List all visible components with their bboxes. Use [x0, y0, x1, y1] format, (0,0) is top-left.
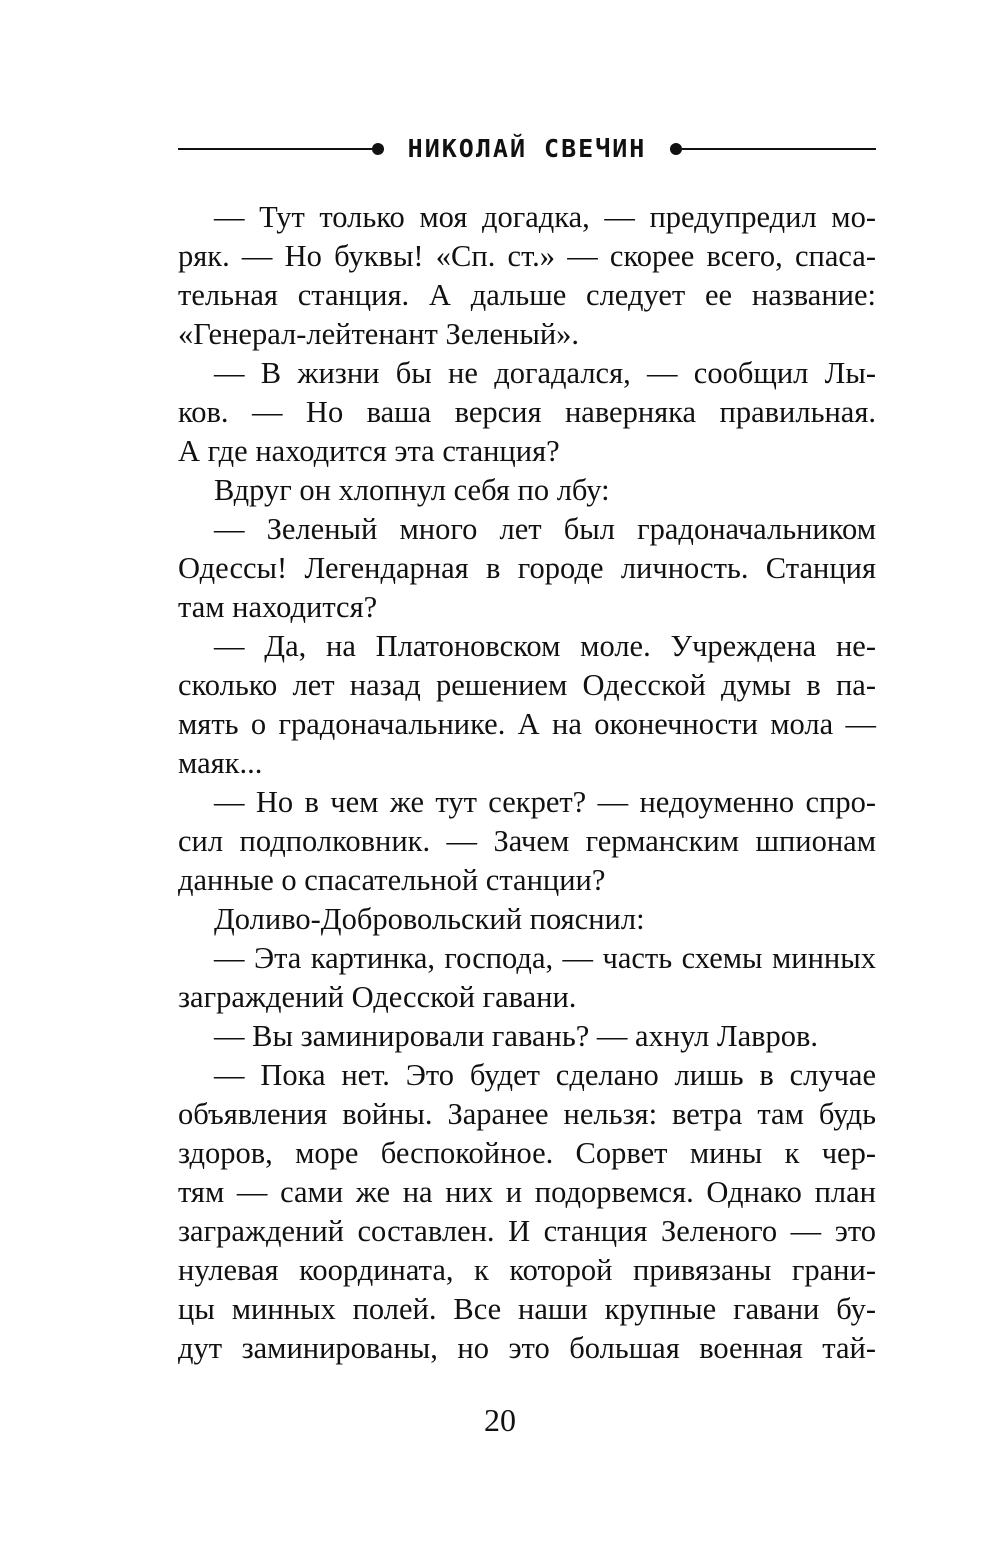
text-line: здоров, море беспокойное. Сорвет мины к чер- — [178, 1136, 876, 1170]
text-line: — Зеленый много лет был градоначальником — [214, 512, 876, 546]
text-line: Доливо-Добровольский пояснил: — [214, 902, 645, 936]
text-line: ряк. — Но буквы! «Сп. ст.» — скорее всего, спаса- — [178, 239, 876, 273]
text-line: — Тут только моя догадка, — предупредил мо- — [214, 200, 876, 234]
text-line: там находится? — [178, 590, 378, 624]
text-line: объявления войны. Заранее нельзя: ветра там будь — [178, 1097, 876, 1131]
text-line: Одессы! Легендарная в городе личность. Станция — [178, 551, 876, 585]
header-rule-right — [682, 148, 876, 150]
header-dot-left-icon — [372, 143, 384, 155]
text-line: — Пока нет. Это будет сделано лишь в случае — [214, 1058, 876, 1092]
text-line: маяк... — [178, 746, 263, 780]
text-line: — Вы заминировали гавань? — ахнул Лавров. — [214, 1019, 819, 1053]
text-line: А где находится эта станция? — [178, 434, 560, 468]
text-line: мять о градоначальнике. А на оконечности мола — — [178, 707, 876, 741]
text-line: сил подполковник. — Зачем германским шпионам — [178, 824, 876, 858]
header-dot-right-icon — [670, 143, 682, 155]
text-line: тельная станция. А дальше следует ее название: — [178, 278, 876, 312]
text-line: сколько лет назад решением Одесской думы в па- — [178, 668, 876, 702]
text-line: данные о спасательной станции? — [178, 863, 606, 897]
page-number: 20 — [484, 1402, 516, 1438]
text-line: дут заминированы, но это большая военная тай- — [178, 1331, 876, 1365]
text-line: — Эта картинка, господа, — часть схемы минных — [214, 941, 876, 975]
running-header — [178, 134, 876, 164]
header-rule-left — [178, 148, 372, 150]
text-line: цы минных полей. Все наши крупные гавани бу- — [178, 1292, 876, 1326]
text-line: заграждений составлен. И станция Зеленого — это — [178, 1214, 876, 1248]
text-line: «Генерал-лейтенант Зеленый». — [178, 317, 580, 351]
text-line: тям — сами же на них и подорвемся. Однако план — [178, 1175, 876, 1209]
text-line: нулевая координата, к которой привязаны грани- — [178, 1253, 876, 1287]
header-author-name: НИКОЛАЙ СВЕЧИН — [407, 134, 647, 163]
text-line: — Но в чем же тут секрет? — недоуменно спро- — [214, 785, 876, 819]
text-line: — В жизни бы не догадался, — сообщил Лы- — [214, 356, 876, 390]
text-line: ков. — Но ваша версия наверняка правильная. — [178, 395, 876, 429]
text-line: заграждений Одесской гавани. — [178, 980, 577, 1014]
body-text — [178, 198, 876, 1368]
text-line: Вдруг он хлопнул себя по лбу: — [214, 473, 610, 507]
text-line: — Да, на Платоновском моле. Учреждена не- — [214, 629, 876, 663]
